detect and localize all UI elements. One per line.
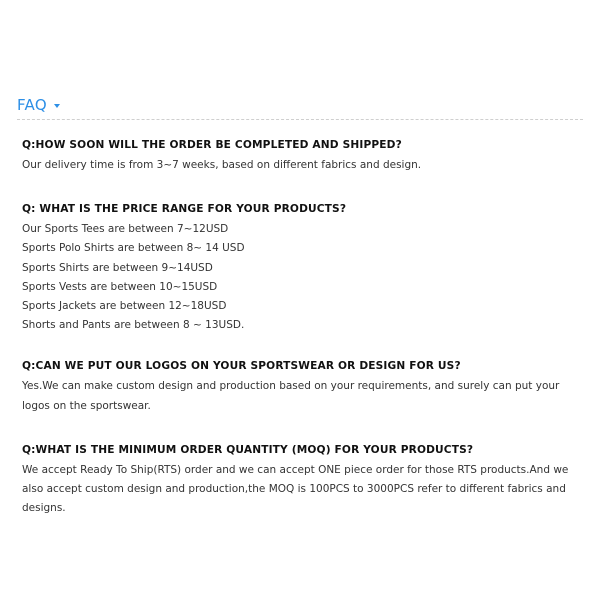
faq-list: [22, 135, 577, 542]
price-line-jackets: Sports Jackets are between 12~18USD: [22, 300, 227, 313]
caret-down-icon: [54, 104, 60, 108]
faq-item-price-range: [22, 199, 577, 335]
faq-question: Q:WHAT IS THE MINIMUM ORDER QUANTITY (MOQ) FOR YOUR PRODUCTS?: [22, 443, 474, 456]
price-line-shirts: Sports Shirts are between 9~14USD: [22, 261, 213, 274]
faq-answer: [22, 220, 577, 335]
faq-item-delivery: [22, 135, 577, 175]
price-line-vests: Sports Vests are between 10~15USD: [22, 280, 218, 293]
faq-divider: [17, 119, 583, 120]
faq-answer: Yes.We can make custom design and production based on your requirements, and surely can put your logos on the sportswear.: [22, 380, 560, 412]
faq-item-logos: [22, 356, 577, 415]
faq-title: FAQ: [17, 96, 47, 114]
faq-toggle[interactable]: [17, 96, 60, 114]
faq-answer: We accept Ready To Ship(RTS) order and we can accept ONE piece order for those RTS products.And we also accept custom design and production,the MOQ is 100PCS to 3000PCS refer to different fabrics and designs.: [22, 463, 569, 515]
faq-answer: Our delivery time is from 3~7 weeks, based on different fabrics and design.: [22, 159, 422, 171]
faq-question: Q:CAN WE PUT OUR LOGOS ON YOUR SPORTSWEAR OR DESIGN FOR US?: [22, 360, 461, 373]
faq-item-moq: [22, 440, 577, 519]
faq-question: Q: WHAT IS THE PRICE RANGE FOR YOUR PRODUCTS?: [22, 203, 347, 216]
price-line-shorts-pants: Shorts and Pants are between 8 ~ 13USD.: [22, 319, 245, 332]
faq-question: Q:HOW SOON WILL THE ORDER BE COMPLETED AND SHIPPED?: [22, 139, 402, 151]
price-line-polo-shirts: Sports Polo Shirts are between 8~ 14 USD: [22, 242, 245, 255]
price-line-tees: Our Sports Tees are between 7~12USD: [22, 223, 229, 236]
